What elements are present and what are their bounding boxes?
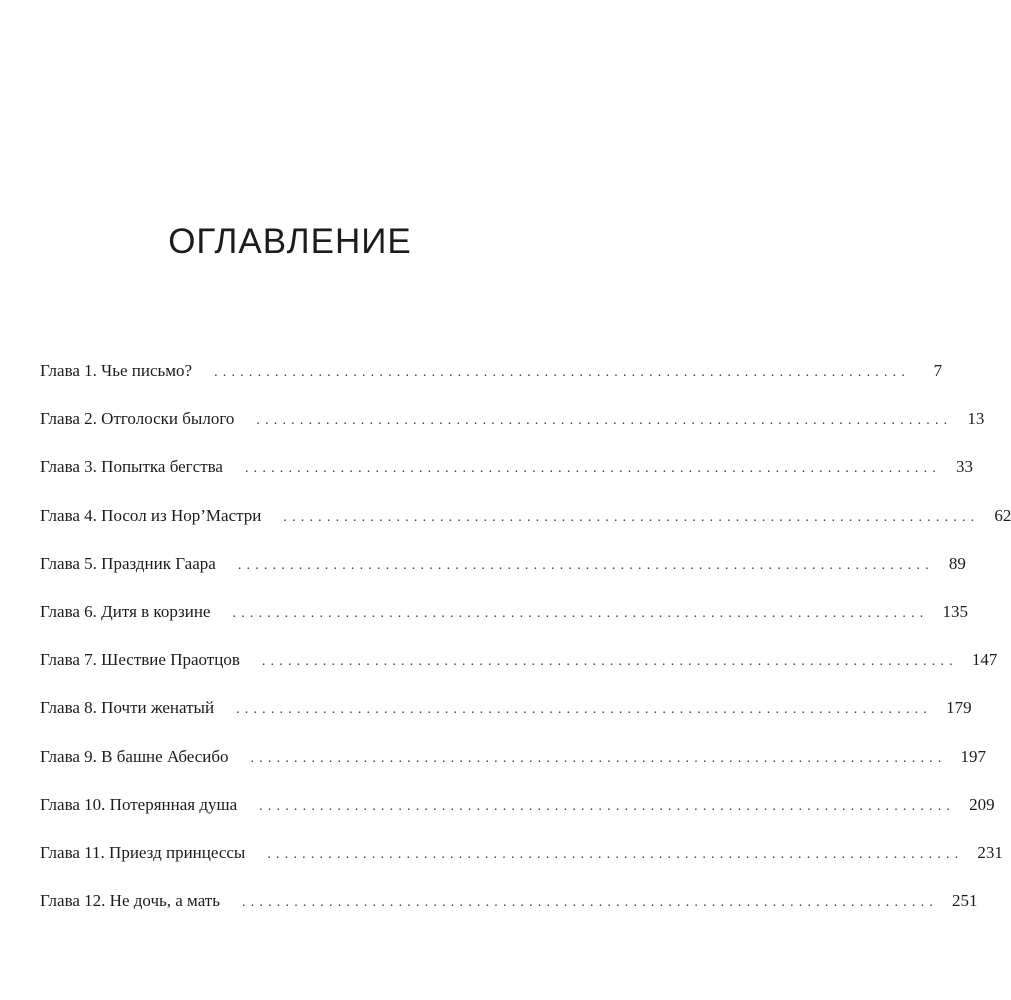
toc-entry-page: 7	[933, 361, 943, 380]
toc-entry	[40, 650, 998, 699]
toc-entry-label: Глава 8. Почти женатый	[40, 698, 215, 718]
toc-entry-label: Глава 4. Посол из Нор’Мастри	[40, 505, 262, 525]
toc-leader-dots: ................................................................................	[244, 461, 941, 477]
table-of-contents	[40, 361, 1011, 940]
toc-leader-dots: ................................................................................	[214, 365, 911, 380]
toc-entry-label: Глава 12. Не дочь, а мать	[40, 891, 220, 911]
toc-entry-page: 179	[946, 698, 972, 718]
toc-entry	[40, 505, 1011, 555]
toc-entry-page: 251	[952, 891, 978, 911]
toc-entry	[40, 842, 1003, 892]
toc-entry	[40, 794, 995, 844]
toc-entry	[40, 553, 966, 603]
toc-entry	[40, 891, 978, 940]
page-title: ОГЛАВЛЕНИЕ	[168, 222, 412, 261]
toc-leader-dots: ................................................................................	[237, 557, 934, 573]
toc-leader-dots: ................................................................................	[283, 509, 980, 525]
toc-entry-label: Глава 5. Праздник Гаара	[40, 553, 216, 573]
toc-entry-page: 135	[942, 601, 968, 621]
toc-entry-label: Глава 6. Дитя в корзине	[40, 601, 211, 621]
toc-leader-dots: ................................................................................	[259, 798, 956, 814]
toc-leader-dots: ................................................................................	[256, 413, 953, 429]
toc-entry-page: 33	[955, 457, 973, 477]
toc-entry	[40, 698, 972, 747]
toc-entry-page: 197	[960, 746, 987, 766]
toc-entry-page: 13	[967, 409, 985, 429]
toc-leader-dots: ................................................................................	[236, 702, 933, 718]
toc-entry-label: Глава 3. Попытка бегства	[40, 457, 223, 477]
toc-entry	[40, 409, 985, 458]
toc-entry-page: 62	[994, 505, 1011, 525]
toc-leader-dots: ................................................................................	[250, 750, 947, 766]
toc-leader-dots: ................................................................................	[242, 895, 938, 911]
toc-entry-page: 209	[969, 794, 995, 814]
toc-entry	[40, 361, 943, 410]
toc-entry-label: Глава 1. Чье письмо?	[40, 361, 193, 380]
toc-entry-page: 147	[971, 650, 998, 670]
toc-entry-label: Глава 9. В башне Абесибо	[40, 746, 229, 766]
toc-entry	[40, 601, 968, 651]
toc-leader-dots: ................................................................................	[261, 654, 958, 670]
toc-entry-label: Глава 7. Шествие Праотцов	[40, 650, 240, 670]
toc-entry-label: Глава 10. Потерянная душа	[40, 794, 238, 814]
toc-entry-label: Глава 11. Приезд принцессы	[40, 842, 246, 862]
toc-entry	[40, 457, 973, 506]
toc-entry-page: 231	[977, 842, 1003, 862]
toc-entry-page: 89	[948, 553, 966, 573]
toc-leader-dots: ................................................................................	[267, 846, 964, 862]
toc-leader-dots: ................................................................................	[232, 605, 929, 621]
toc-entry	[40, 746, 987, 796]
toc-entry-label: Глава 2. Отголоски былого	[40, 409, 235, 429]
